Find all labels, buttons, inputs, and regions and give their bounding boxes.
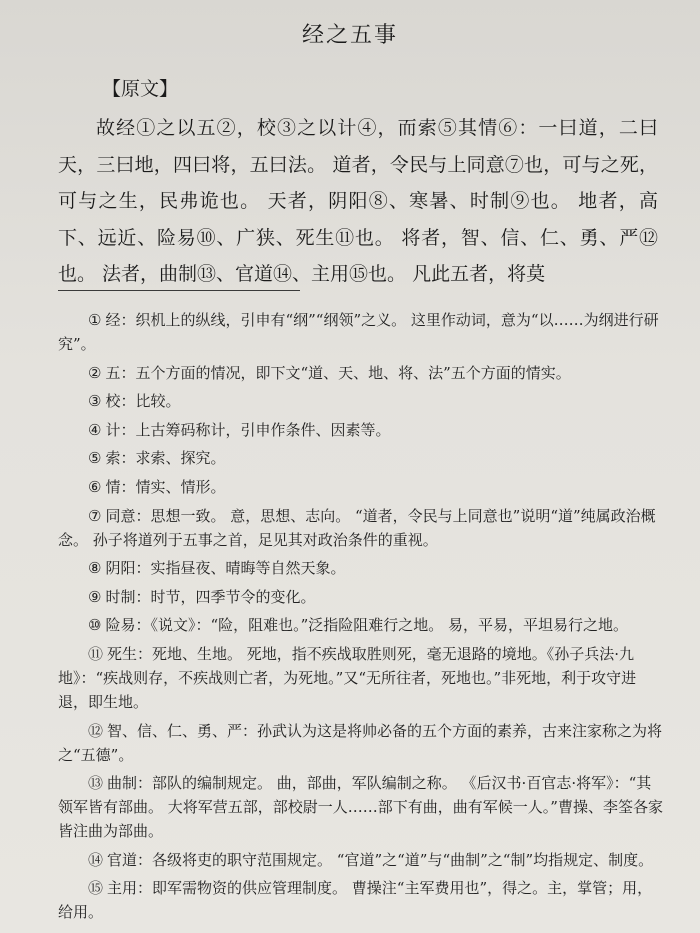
footnote: ⑧ 阴阳：实指昼夜、晴晦等自然天象。 — [88, 559, 346, 578]
footnote: ① 经：织机上的纵线，引申有“纲”“纲领”之义。 这里作动词，意为“以……为纲进行研究”。 — [58, 311, 659, 353]
footnote: ② 五：五个方面的情况，即下文“道、天、地、将、法”五个方面的情实。 — [88, 363, 571, 382]
footnote: ⑩ 险易：《说文》：“险，阻难也。”泛指险阻难行之地。 易，平易，平坦易行之地。 — [88, 616, 629, 635]
page-title: 经之五事 — [301, 23, 398, 48]
footnote: ⑫ 智、信、仁、勇、严：孙武认为这是将帅必备的五个方面的素养，古来注家称之为将之“五德”。 — [58, 721, 663, 764]
footnote: ⑭ 官道：各级将吏的职守范围规定。 “官道”之“道”与“曲制”之“制”均指规定、制度。 — [88, 850, 654, 869]
footnote: ⑦ 同意：思想一致。 意，思想、志向。 “道者，令民与上同意也”说明“道”纯属政治概念。 孙子将道列于五事之首，足见其对政治条件的重视。 — [58, 506, 656, 549]
footnote: ⑤ 索：求索、探究。 — [88, 449, 226, 468]
footnote: ⑬ 曲制：部队的编制规定。 曲，部曲，军队编制之称。 《后汉书·百官志·将军》：“其领军皆有部曲。 大将军营五部，部校尉一人……部下有曲，曲有军候一人。”曹操、李筌各家皆注曲为部曲。 — [58, 774, 663, 841]
section-label: 【原文】 — [102, 78, 179, 100]
main-text: 故经①之以五②，校③之以计④，而索⑤其情⑥：一曰道，二曰天，三曰地，四曰将，五曰法。 道者，令民与上同意⑦也，可与之死，可与之生，民弗诡也。 天者，阴阳⑧、寒暑、时制⑨也。 地者，高下、远近、险易⑩、广狭、死生⑪也。 将者，智、信、仁、勇、严⑫也。 法者，曲制⑬、官道⑭、主用⑮也。 凡此五者，将莫 — [58, 117, 658, 285]
footnote: ③ 校：比较。 — [88, 392, 181, 411]
footnote: ⑥ 情：情实、情形。 — [88, 477, 226, 496]
main-text-block — [58, 110, 658, 293]
footnote: ⑮ 主用：即军需物资的供应管理制度。 曹操注“主军费用也”，得之。主，掌管；用，给用。 — [58, 879, 653, 922]
footnote: ④ 计：上古筹码称计，引申作条件、因素等。 — [88, 420, 391, 439]
footnote: ⑪ 死生：死地、生地。 死地，指不疾战取胜则死，毫无退路的境地。《孙子兵法·九地》：“疾战则存，不疾战则亡者，为死地。”又“无所往者，死地也。”非死地，利于攻守进退，即生地。 — [58, 644, 637, 711]
footnotes — [58, 308, 664, 929]
footnote-divider — [58, 290, 300, 291]
footnote: ⑨ 时制：时节，四季节令的变化。 — [88, 587, 316, 606]
